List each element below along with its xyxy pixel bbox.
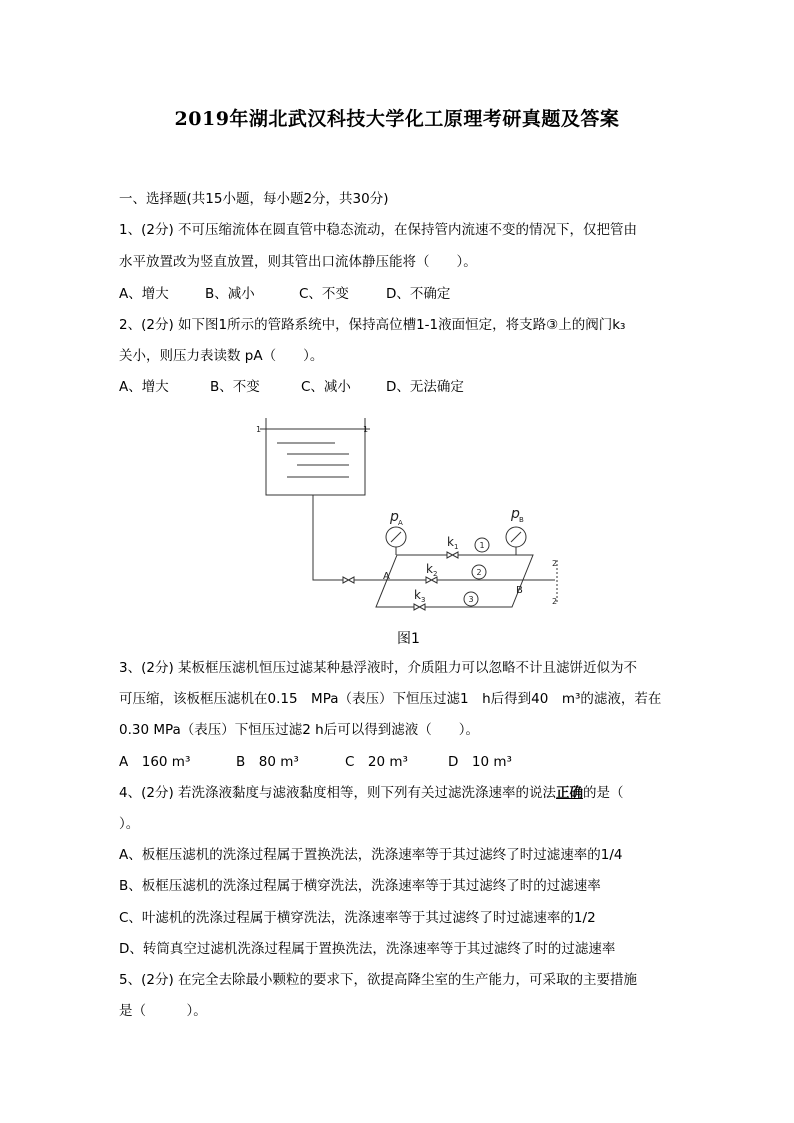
main-valve-icon <box>343 577 354 583</box>
q2-option-d: D、无法确定 <box>386 379 464 395</box>
q4-text-line1 <box>119 781 624 801</box>
outlet-label-bottom: 2 <box>552 597 558 606</box>
q2-option-c: C、减小 <box>301 379 351 395</box>
q4-option-a: A、板框压滤机的洗涤过程属于置换洗法，洗涤速率等于其过滤终了时过滤速率的1/4 <box>119 847 623 863</box>
point-a-label: A <box>383 571 390 582</box>
page-title: 2019年湖北武汉科技大学化工原理考研真题及答案 <box>174 108 620 130</box>
gauge-b-label: p <box>511 506 520 522</box>
tank-label-left: 1 <box>256 425 262 434</box>
q4-text-line2: ）。 <box>119 816 140 832</box>
branch-3-label: 3 <box>468 595 474 604</box>
point-b-label: B <box>516 585 523 596</box>
branch-1-label: 1 <box>479 541 485 550</box>
q4-emphasis: 正确 <box>556 785 584 801</box>
q1-text-line2: 水平放置改为竖直放置，则其管出口流体静压能将（ ）。 <box>119 254 477 270</box>
q3-text-line2: 可压缩，该板框压滤机在0.15 MPa（表压）下恒压过滤1 h后得到40 m³的滤液，若在 <box>119 691 662 707</box>
q3-option-a: A 160 m³ <box>119 754 191 770</box>
q3-text-line3: 0.30 MPa（表压）下恒压过滤2 h后可以得到滤液（ ）。 <box>119 722 479 738</box>
q2-text-line2: 关小，则压力表读数 pA（ ）。 <box>119 348 324 364</box>
q1-text-line1: 1、(2分) 不可压缩流体在圆直管中稳态流动，在保持管内流速不变的情况下，仅把管由 <box>119 222 638 238</box>
q3-option-d: D 10 m³ <box>448 754 512 770</box>
branch-2-label: 2 <box>476 568 482 577</box>
q2-option-b: B、不变 <box>210 379 260 395</box>
tank-label-right: 1 <box>363 425 369 434</box>
q4-text-pre: 4、(2分) 若洗涤液黏度与滤液黏度相等，则下列有关过滤洗涤速率的说法 <box>119 785 557 801</box>
q3-text-line1: 3、(2分) 某板框压滤机恒压过滤某种悬浮液时，介质阻力可以忽略不计且滤饼近似为不 <box>119 660 638 676</box>
q3-option-b: B 80 m³ <box>236 754 299 770</box>
valve-k1-label: k <box>447 535 454 549</box>
q1-option-b: B、减小 <box>205 286 255 302</box>
branch-frame <box>376 555 533 607</box>
valve-k1-subscript: 1 <box>454 543 459 551</box>
valve-k1-icon <box>447 552 458 558</box>
valve-k3-subscript: 3 <box>421 596 426 604</box>
q1-option-a: A、增大 <box>119 286 169 302</box>
figure-caption: 图1 <box>397 631 420 647</box>
q5-text-line2: 是（ ）。 <box>119 1003 207 1019</box>
q5-text-line1: 5、(2分) 在完全去除最小颗粒的要求下，欲提高降尘室的生产能力，可采取的主要措施 <box>119 972 638 988</box>
q1-option-c: C、不变 <box>299 286 349 302</box>
q4-option-c: C、叶滤机的洗涤过程属于横穿洗法，洗涤速率等于其过滤终了时过滤速率的1/2 <box>119 910 596 926</box>
valve-k2-subscript: 2 <box>433 570 438 578</box>
outlet-label-top: 2 <box>552 559 558 568</box>
q3-option-c: C 20 m³ <box>345 754 408 770</box>
tank-outline <box>266 418 365 495</box>
valve-k3-label: k <box>414 588 421 602</box>
q4-text-post: 的是（ <box>583 785 624 801</box>
valve-k3-icon <box>414 604 425 610</box>
gauge-a-label: p <box>390 509 399 525</box>
valve-k2-label: k <box>426 562 433 576</box>
section-heading: 一、选择题(共15小题，每小题2分，共30分) <box>119 191 389 207</box>
q1-option-d: D、不确定 <box>386 286 451 302</box>
q4-option-b: B、板框压滤机的洗涤过程属于横穿洗法，洗涤速率等于其过滤终了时的过滤速率 <box>119 878 601 894</box>
pipe-system-diagram <box>250 400 570 615</box>
gauge-b-needle <box>511 532 521 542</box>
q4-option-d: D、转筒真空过滤机洗涤过程属于置换洗法，洗涤速率等于其过滤终了时的过滤速率 <box>119 941 616 957</box>
gauge-a-subscript: A <box>398 519 403 527</box>
q2-option-a: A、增大 <box>119 379 169 395</box>
q2-text-line1: 2、(2分) 如下图1所示的管路系统中，保持高位槽1-1液面恒定，将支路③上的阀门k₃ <box>119 317 626 333</box>
outflow-pipe <box>313 495 397 580</box>
gauge-a-needle <box>391 532 401 542</box>
gauge-b-subscript: B <box>519 516 524 524</box>
